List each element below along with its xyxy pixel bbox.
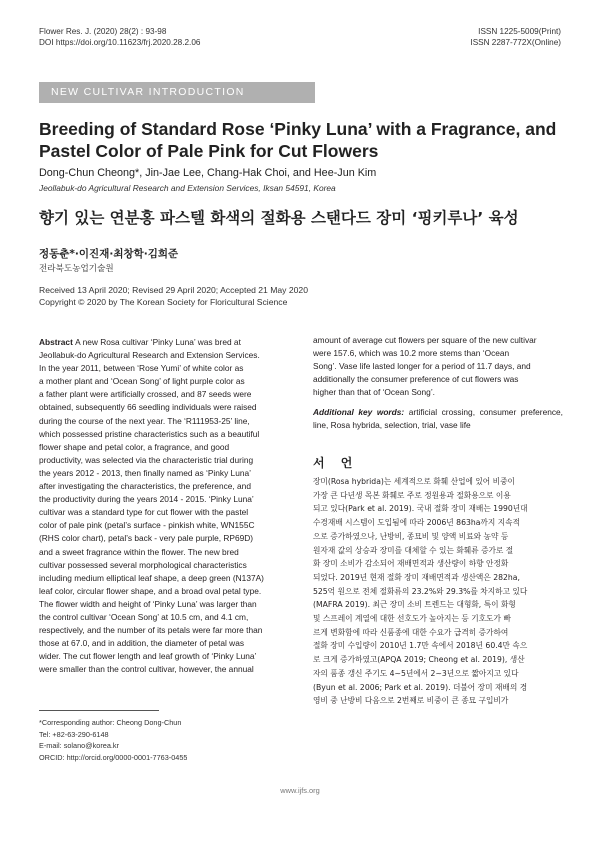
footnote-rule [39,710,159,711]
abstract-line: a father plant were artificially crossed, and 87 seeds were [39,389,252,400]
footnote-line: ORCID: http://orcid.org/0000-0001-7763-0455 [39,752,188,762]
abstract-line: after investigating the characteristics, the preference, and [39,481,251,492]
title-korean: 향기 있는 연분홍 파스텔 화색의 절화용 스탠다드 장미 ‘핑키루나’ 육성 [39,209,519,227]
copyright-line: Copyright © 2020 by The Korean Society for Floricultural Science [39,297,288,307]
introduction-line: 되었다. 2019년 현재 절화 장미 재배면적과 생산액은 282ha, [313,572,520,582]
introduction-line: 로 크게 증가하였고(APQA 2019; Cheong et al. 2019), 생산 [313,655,525,665]
doi-line: DOI https://doi.org/10.11623/frj.2020.28.2.06 [39,38,201,47]
corresponding-author-footnote [39,717,187,763]
footnote-line: Tel: +82-63-290-6148 [39,729,109,739]
affiliation-english: Jeollabuk-do Agricultural Research and Extension Services, Iksan 54591, Korea [39,183,336,193]
abstract-line: including medium elliptical leaf shape, a deep green (N137A) [39,572,264,583]
abstract-line: cultivar possessed several morphological characteristics [39,559,247,570]
introduction-line: 525억 원으로 전체 절화류의 23.2%와 29.3%를 차지하고 있다 [313,586,528,596]
abstract-line: In the year 2011, between ‘Rose Yumi’ of white color as [39,363,244,374]
abstract-line: the productivity during the years 2014 - 2015. ‘Pinky Luna’ [39,494,254,505]
abstract-line: (RHS color chart), petal’s back - very pale purple, RP69D) [39,533,254,544]
abstract-line [39,336,303,349]
article-type-banner: NEW CULTIVAR INTRODUCTION [39,82,315,103]
abstract-line: The flower width and height of ‘Pinky Luna’ was larger than [39,598,257,609]
abstract-continued [313,334,563,399]
article-dates [39,284,369,308]
abstract-line: and a sweet fragrance within the flower. The new bred [39,546,239,557]
abstract-line: amount of average cut flowers per square of the new cultivar [313,335,537,345]
abstract-line: during the course of the next year. The ‘R111953-25’ line, [39,415,250,426]
abstract-line: Song’. Vase life lasted longer for a period of 11.7 days, and [313,361,531,372]
introduction-line: 자의 품종 갱신 주기도 4~5년에서 2~3년으로 짧아지고 있다 [313,668,519,678]
introduction-line: 가장 큰 다년생 목본 화훼로 주로 정원용과 절화용으로 이용 [313,490,511,500]
introduction-line: 되고 있다(Park et al. 2019). 국내 절화 장미 재배는 1990년대 [313,504,528,514]
abstract-line-text: A new Rosa cultivar ‘Pinky Luna’ was bred at [75,337,241,347]
abstract-line: flower shape and petal color, a fragrance, and good [39,441,230,452]
introduction-line: 수경재배 시스템이 도입됨에 따라 2006년 863ha까지 지속적 [313,518,521,528]
abstract-label: Abstract [39,337,76,347]
abstract-line: productivity, was selected via the characteristic trial during [39,454,254,465]
introduction-line: (MAFRA 2019). 최근 장미 소비 트렌드는 대형화, 특이 화형 [313,600,516,610]
footnote-line: *Corresponding author: Cheong Dong-Chun [39,718,182,727]
authors-korean: 정동춘*·이진재·최창학·김희준 [39,248,179,260]
abstract-line: Jeollabuk-do Agricultural Research and Extension Services. [39,350,260,361]
introduction-line: (Byun et al. 2006; Park et al. 2019). 더불어 장미 재배의 경 [313,682,528,692]
abstract-line: color of pale pink (petal’s surface - pinkish white, WN155C [39,520,255,531]
abstract-line: leaf color, circular flower shape, and a broad oval petal type. [39,585,262,596]
affiliation-korean: 전라북도농업기술원 [39,264,114,274]
abstract-line: respectively, and the number of its petals were far more than [39,625,263,636]
introduction-text [313,475,563,708]
introduction-line: 원자재 값의 상승과 장미를 대체할 수 있는 화훼류 증가로 절 [313,545,514,555]
introduction-line: 및 스프레이 계열에 대한 선호도가 높아지는 등 기호도가 빠 [313,614,511,624]
introduction-line: 으로 증가하였으나, 난방비, 종묘비 및 양액 비료와 농약 등 [313,531,509,541]
keywords [313,406,563,432]
title-english: Breeding of Standard Rose ‘Pinky Luna’ with a Fragrance, and Pastel Color of Pale Pink for Cut Flowers [39,119,557,161]
abstract-line: were 157.6, which was 10.2 more stems than ‘Ocean [313,348,510,359]
abstract-line: obtained, subsequently 66 seedling individuals were raised [39,402,257,413]
issn-online: ISSN 2287-772X(Online) [470,38,561,47]
received-dates: Received 13 April 2020; Revised 29 April 2020; Accepted 21 May 2020 [39,285,308,295]
abstract-line: cultivar was a standard type for cut flower with the pastel [39,507,249,518]
keywords-text: artificial crossing, consumer preference, line, Rosa hybrida, selection, trial, vase life [313,407,563,431]
introduction-line: 장미(Rosa hybrida)는 세계적으로 화훼 산업에 있어 비중이 [313,477,515,486]
abstract-line: which possessed pristine characteristics such as a beautiful [39,428,260,439]
authors-english: Dong-Chun Cheong*, Jin-Jae Lee, Chang-Hak Choi, and Hee-Jun Kim [39,167,377,179]
abstract-line: wider. The cut flower length and leaf growth of ‘Pinky Luna’ [39,651,257,662]
abstract-line: additionally the consumer preference of cut flowers was [313,374,519,385]
introduction-line: 절화 장미 수입량이 2010년 1.7만 속에서 2018년 60.4만 속으 [313,641,528,651]
abstract-line: higher than that of ‘Ocean Song’. [313,387,435,398]
footnote-line: E-mail: solano@korea.kr [39,741,119,750]
introduction-line: 영비 중 난방비 다음으로 2번째로 비중이 큰 종묘 구입비가 [313,696,509,706]
section-heading-introduction: 서 언 [313,456,359,470]
introduction-line: 르게 변화함에 따라 신품종에 대한 수요가 급격히 증가하여 [313,627,509,637]
issn-print: ISSN 1225-5009(Print) [478,27,561,36]
abstract-line: a mother plant and ‘Ocean Song’ of light purple color as [39,376,245,387]
abstract-column [39,336,303,676]
journal-citation: Flower Res. J. (2020) 28(2) : 93-98 [39,27,167,36]
abstract-line: were smaller than the control cultivar, however, the annual [39,664,254,675]
journal-website: www.ijfs.org [280,786,320,795]
introduction-line: 화 장미 소비가 감소되어 재배면적과 생산량이 하향 안정화 [313,559,509,569]
abstract-line: the control cultivar ‘Ocean Song’ at 10.5 cm, and 4.1 cm, [39,611,249,622]
keywords-label: Additional key words: [313,407,405,417]
abstract-line: those at 67.0, and in addition, the diameter of petal was [39,638,245,649]
abstract-line: the years 2012 - 2013, then finally named as ‘Pinky Luna’ [39,467,251,478]
